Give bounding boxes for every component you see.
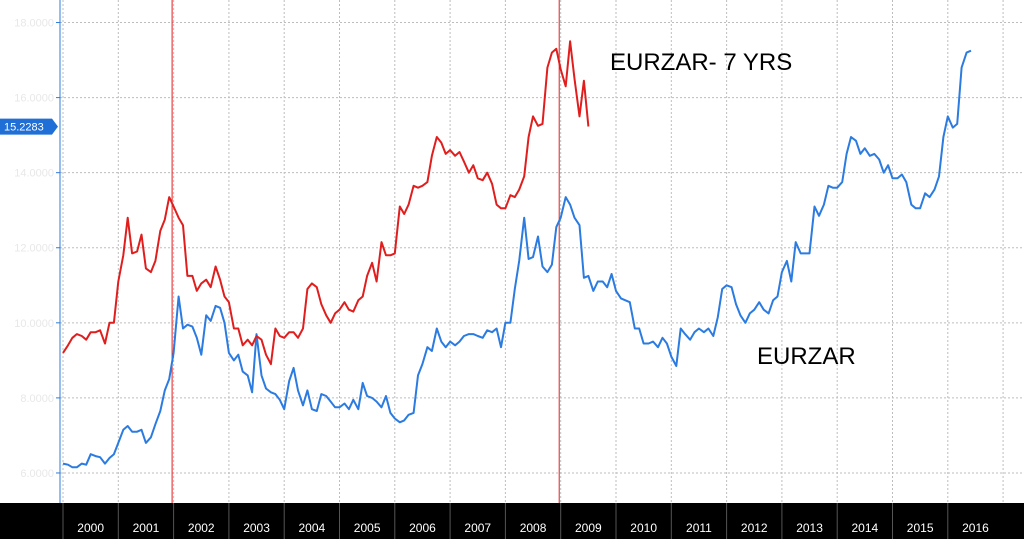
annotation-eurzar-7yrs: EURZAR- 7 YRS (610, 49, 793, 76)
annotation-eurzar: EURZAR (757, 343, 856, 370)
x-tick-label: 2013 (796, 521, 823, 535)
y-tick-label: 8.0000 (20, 392, 54, 405)
y-tick-label: 14.0000 (14, 167, 54, 180)
x-tick-label: 2010 (630, 521, 658, 535)
x-tick-label: 2014 (851, 521, 879, 535)
x-tick-label: 2005 (353, 521, 381, 535)
x-tick-label: 2008 (519, 521, 547, 535)
x-tick-label: 2004 (298, 521, 326, 535)
x-tick-label: 2000 (77, 521, 105, 535)
x-tick-label: 2002 (187, 521, 215, 535)
y-tick-label: 16.0000 (14, 92, 54, 105)
y-tick-label: 18.0000 (14, 17, 54, 30)
x-tick-label: 2001 (132, 521, 160, 535)
x-tick-label: 2015 (906, 521, 934, 535)
x-tick-label: 2003 (243, 521, 270, 535)
x-tick-label: 2012 (740, 521, 768, 535)
y-tick-label: 6.0000 (20, 467, 54, 480)
y-tick-label: 12.0000 (14, 242, 54, 255)
x-tick-label: 2016 (962, 521, 989, 535)
x-tick-label: 2011 (686, 521, 712, 535)
x-tick-label: 2007 (464, 521, 492, 535)
last-value-tag (0, 119, 58, 135)
x-tick-label: 2006 (409, 521, 436, 535)
x-tick-label: 2009 (574, 521, 602, 535)
y-tick-label: 10.0000 (14, 317, 54, 330)
last-value-label: 15.2283 (4, 121, 44, 134)
